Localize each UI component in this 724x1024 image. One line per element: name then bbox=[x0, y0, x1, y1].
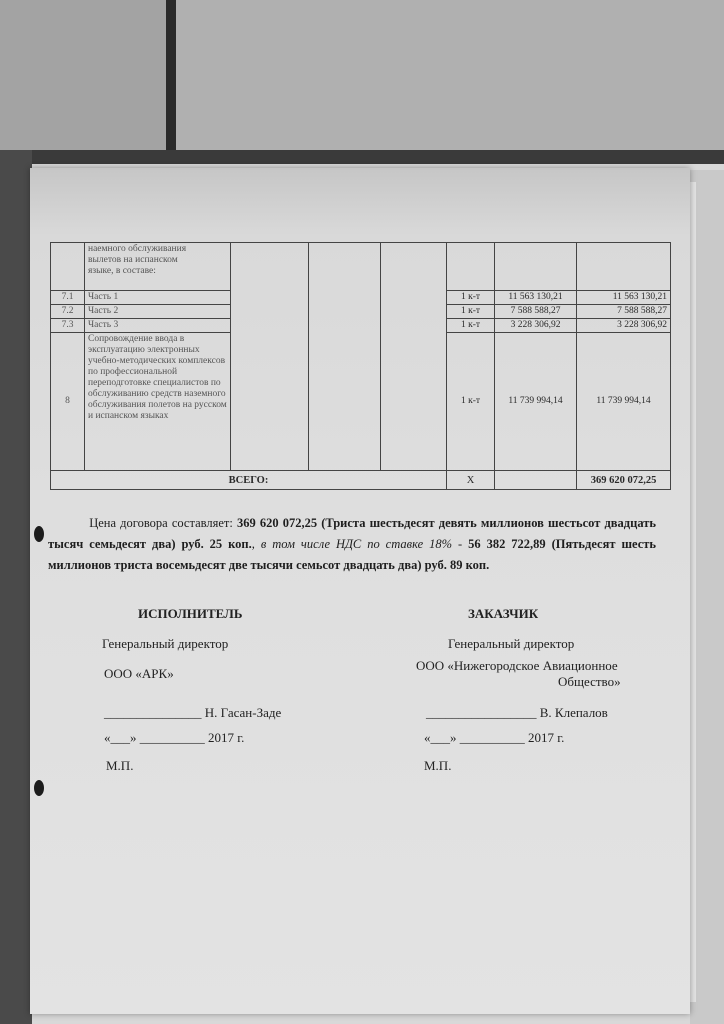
customer-sign-line: _________________ В. Клепалов bbox=[426, 705, 608, 720]
customer-title: ЗАКАЗЧИК bbox=[468, 606, 539, 621]
table-cell-unit: 1 к-т bbox=[447, 333, 495, 471]
table-cell-num: 7.3 bbox=[51, 319, 85, 333]
total-value: 369 620 072,25 bbox=[577, 471, 671, 490]
customer-org-line2: Общество» bbox=[558, 674, 621, 689]
table-cell-unit: 1 к-т bbox=[447, 291, 495, 305]
executor-position: Генеральный директор bbox=[102, 636, 229, 651]
table-cell-unit: 1 к-т bbox=[447, 305, 495, 319]
table-cell-num: 8 bbox=[51, 333, 85, 471]
table-cell-price: 3 228 306,92 bbox=[495, 319, 577, 333]
table-cell-price: 11 563 130,21 bbox=[495, 291, 577, 305]
table-total-row bbox=[51, 471, 671, 490]
table-cell-name bbox=[85, 243, 231, 291]
table-cell-total: 11 563 130,21 bbox=[577, 291, 671, 305]
vat-note: , в том числе НДС по ставке 18% - bbox=[251, 537, 463, 551]
executor-stamp: М.П. bbox=[106, 758, 134, 773]
punch-hole bbox=[34, 780, 44, 796]
document-page bbox=[30, 168, 690, 1014]
table-cell-name: Часть 3 bbox=[85, 319, 231, 333]
background-tile bbox=[176, 0, 724, 150]
background-tile bbox=[0, 0, 168, 160]
customer-position: Генеральный директор bbox=[448, 636, 575, 651]
executor-sign-line: _______________ Н. Гасан-Заде bbox=[104, 705, 282, 720]
vat-amount: 56 382 722,89 (Пятьдесят шесть миллионов триста восемьдесят две тысячи семьсот двадцать два) руб. 89 коп. bbox=[48, 537, 656, 572]
table-cell-unit: 1 к-т bbox=[447, 319, 495, 333]
table-cell-name: Часть 1 bbox=[85, 291, 231, 305]
table-cell-num: 7.2 bbox=[51, 305, 85, 319]
executor-date-line: «___» __________ 2017 г. bbox=[104, 730, 245, 745]
table-cell-price: 11 739 994,14 bbox=[495, 333, 577, 471]
table-cell-name: Сопровождение ввода в эксплуатацию электронных учебно-методических комплексов по профессиональной переподготовке специалистов по обслуживанию средств наземного обслуживания полетов на русском и испанском языках bbox=[85, 333, 231, 471]
contract-price-paragraph bbox=[48, 513, 656, 576]
price-table bbox=[50, 242, 671, 490]
tile-seam bbox=[166, 0, 176, 160]
price-amount: 369 620 072,25 (Триста шестьдесят девять миллионов шестьсот двадцать тысяч семьдесят два) руб. 25 коп. bbox=[48, 516, 657, 551]
punch-hole bbox=[34, 526, 44, 542]
table-cell-price: 7 588 588,27 bbox=[495, 305, 577, 319]
shadow-area bbox=[0, 150, 32, 1024]
customer-date-line: «___» __________ 2017 г. bbox=[424, 730, 565, 745]
header-text: наемного обслуживания вылетов на испанском языке, в составе: bbox=[88, 244, 187, 276]
table-cell-total: 7 588 588,27 bbox=[577, 305, 671, 319]
table-cell-num: 7.1 bbox=[51, 291, 85, 305]
table-row bbox=[51, 243, 671, 291]
customer-stamp: М.П. bbox=[424, 758, 452, 773]
customer-org: ООО «Нижегородское Авиационное bbox=[416, 658, 618, 673]
executor-org: ООО «АРК» bbox=[104, 666, 174, 681]
price-intro: Цена договора составляет: bbox=[89, 516, 233, 530]
executor-title: ИСПОЛНИТЕЛЬ bbox=[138, 606, 243, 621]
tile-seam bbox=[0, 150, 724, 164]
table-cell-name: Часть 2 bbox=[85, 305, 231, 319]
total-x: Х bbox=[447, 471, 495, 490]
total-label: ВСЕГО: bbox=[51, 471, 447, 490]
table-cell-total: 11 739 994,14 bbox=[577, 333, 671, 471]
table-cell-total: 3 228 306,92 bbox=[577, 319, 671, 333]
